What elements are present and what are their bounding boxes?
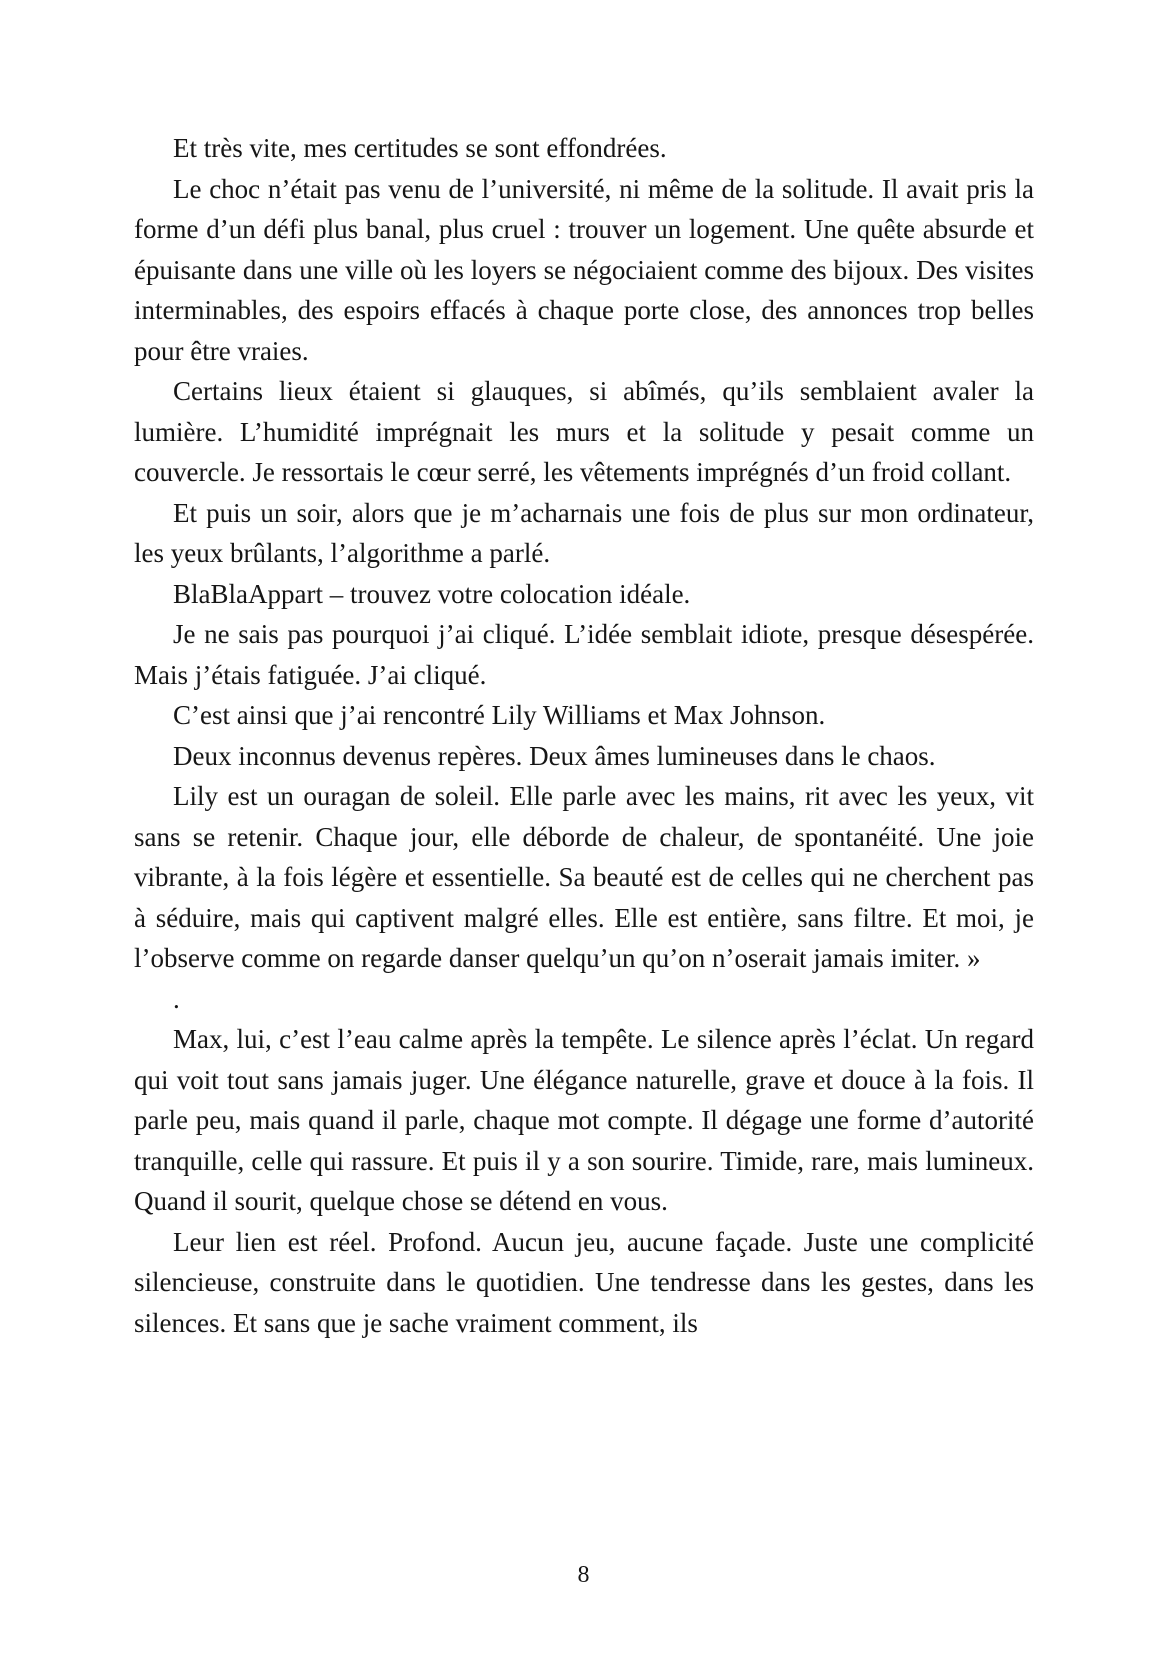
paragraph-4: Et puis un soir, alors que je m’acharnais une fois de plus sur mon ordinateur, les yeux brûlants, l’algorithme a parlé. [134,497,1034,568]
body-text [134,128,1034,1343]
paragraph-6: Je ne sais pas pourquoi j’ai cliqué. L’idée semblait idiote, presque désespérée. Mais j’étais fatiguée. J’ai cliqué. [134,619,1034,690]
paragraph-10: . [173,983,180,1014]
paragraph-9: Lily est un ouragan de soleil. Elle parle avec les mains, rit avec les yeux, vit sans se retenir. Chaque jour, elle déborde de chaleur, de spontanéité. Une joie vibrante, à la fois légère et essentielle. Sa beauté est de celles qui ne cherchent pas à séduire, mais qui captivent malgré elles. Elle est entière, sans filtre. Et moi, je l’observe comme on regarde danser quelqu’un qu’on n’oserait jamais imiter. » [134,781,1034,973]
paragraph-2: Le choc n’était pas venu de l’université, ni même de la solitude. Il avait pris la forme d’un défi plus banal, plus cruel : trouver un logement. Une quête absurde et épuisante dans une ville où les loyers se négociaient comme des bijoux. Des visites interminables, des espoirs effacés à chaque porte close, des annonces trop belles pour être vraies. [134,173,1034,366]
paragraph-12: Leur lien est réel. Profond. Aucun jeu, aucune façade. Juste une complicité silencieuse, construite dans le quotidien. Une tendresse dans les gestes, dans les silences. Et sans que je sache vraiment comment, ils [134,1226,1034,1338]
page-number: 8 [577,1562,590,1588]
paragraph-7: C’est ainsi que j’ai rencontré Lily Williams et Max Johnson. [173,700,826,730]
paragraph-3: Certains lieux étaient si glauques, si abîmés, qu’ils semblaient avaler la lumière. L’humidité imprégnait les murs et la solitude y pesait comme un couvercle. Je ressortais le cœur serré, les vêtements imprégnés d’un froid collant. [134,376,1034,487]
paragraph-11: Max, lui, c’est l’eau calme après la tempête. Le silence après l’éclat. Un regard qui voit tout sans jamais juger. Une élégance naturelle, grave et douce à la fois. Il parle peu, mais quand il parle, chaque mot compte. Il dégage une forme d’autorité tranquille, celle qui rassure. Et puis il y a son sourire. Timide, rare, mais lumineux. Quand il sourit, quelque chose se détend en vous. [134,1024,1034,1216]
paragraph-8: Deux inconnus devenus repères. Deux âmes lumineuses dans le chaos. [173,740,936,771]
paragraph-1: Et très vite, mes certitudes se sont effondrées. [173,133,667,163]
paragraph-5: BlaBlaAppart – trouvez votre colocation idéale. [173,578,691,609]
